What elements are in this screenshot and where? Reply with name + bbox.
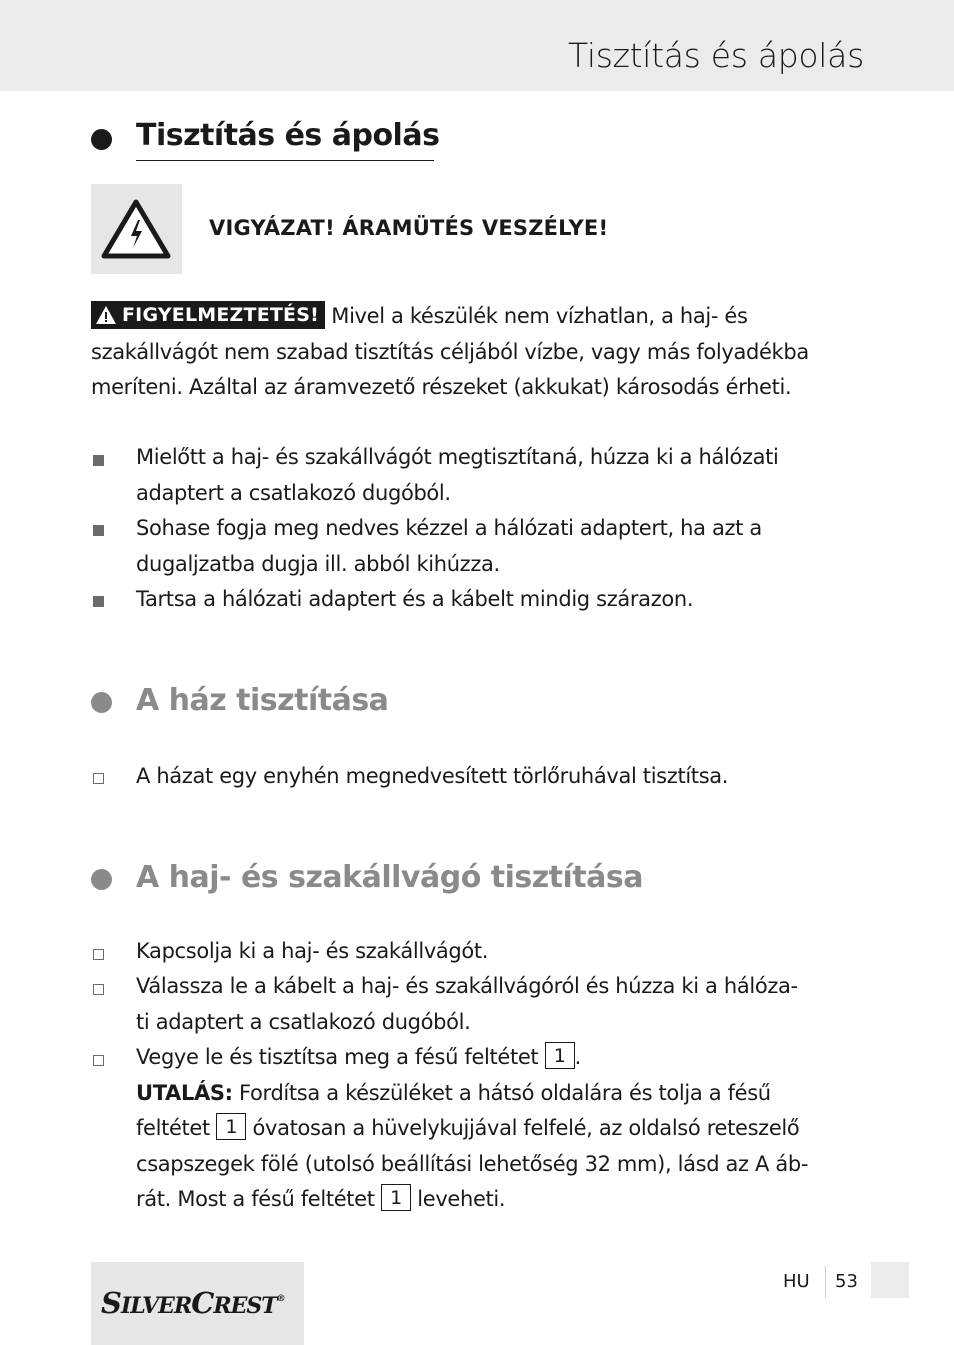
step-square (93, 773, 104, 784)
warning-line-2: szakállvágót nem szabad tisztítás céljából vízbe, vagy más folyadékba (91, 339, 809, 364)
footer-grey-box (871, 1262, 909, 1298)
heading-bullet (91, 869, 112, 890)
section-heading-cleaning: Tisztítás és ápolás (136, 118, 440, 153)
bullet-square (93, 596, 104, 607)
silvercrest-logo (101, 1286, 285, 1320)
note-label: UTALÁS: (136, 1080, 233, 1105)
heading-bullet (91, 129, 112, 150)
warning-line-3: meríteni. Azáltal az áramvezető részeket (akkukat) károsodás érheti. (91, 375, 792, 399)
logo-letter: C (191, 1286, 214, 1320)
logo-letter: S (101, 1286, 121, 1320)
section-heading-housing: A ház tisztítása (136, 683, 389, 718)
section-heading-trimmer: A haj- és szakállvágó tisztítása (136, 860, 643, 895)
bullet-square (93, 525, 104, 536)
electric-shock-icon (91, 184, 182, 274)
page-header-title: Tisztítás és ápolás (567, 36, 864, 75)
trimmer-step-2 (136, 969, 798, 1040)
step-square (93, 984, 104, 995)
trimmer-step-2-line-2: ti adaptert a csatlakozó dugóból. (136, 1009, 471, 1034)
warning-paragraph (91, 299, 809, 406)
safety-bullet-2 (136, 511, 762, 582)
trimmer-step-3: Vegye le és tisztítsa meg a fésű feltétet 1 . UTALÁS: Fordítsa a készüléket a hátsó oldalára és tolja a fésű feltétet 1 óvatosan a hüvelykujjával felfelé, az oldalsó reteszelő csapszegek fölé (utolsó beállítási lehetőség 32 mm), lásd az A áb- rát. Most a fésű feltétet 1 leveheti. (136, 1040, 808, 1218)
safety-bullet-3 (136, 582, 693, 618)
logo-letters: REST (213, 1293, 277, 1319)
note-line-3: csapszegek fölé (utolsó beállítási lehetőség 32 mm), lásd az A áb- (136, 1151, 809, 1176)
part-ref-1: 1 (381, 1184, 411, 1211)
safety-bullet-1 (136, 440, 779, 511)
registered-mark: ® (276, 1294, 285, 1304)
safety-bullet-1-line-1: Mielőtt a haj- és szakállvágót megtisztítaná, húzza ki a hálózati (136, 445, 779, 469)
trimmer-step-1: Kapcsolja ki a haj- és szakállvágót. (136, 939, 489, 963)
heading-bullet (91, 692, 112, 713)
safety-bullet-1-line-2: adaptert a csatlakozó dugóból. (136, 480, 451, 505)
warning-badge (91, 301, 325, 329)
warning-label: FIGYELMEZTETÉS! (122, 304, 319, 326)
part-ref-1: 1 (216, 1113, 246, 1140)
logo-letters: ILVER (120, 1293, 192, 1319)
footer-divider (825, 1266, 826, 1298)
bullet-square (93, 455, 104, 466)
housing-step-1: A házat egy enyhén megnedvesített törlőruhával tisztítsa. (136, 764, 729, 788)
safety-bullet-2-line-1: Sohase fogja meg nedves kézzel a hálózati adaptert, ha azt a (136, 516, 762, 540)
page-number: 53 (835, 1271, 858, 1292)
trimmer-step-3-text: Vegye le és tisztítsa meg a fésű feltétet (136, 1045, 539, 1069)
warning-triangle-icon (95, 305, 117, 325)
note-line-2a: feltétet (136, 1116, 210, 1140)
safety-bullet-2-line-2: dugaljzatba dugja ill. abból kihúzza. (136, 551, 500, 576)
note-line-1: Fordítsa a készüléket a hátsó oldalára és tolja a fésű (239, 1080, 771, 1105)
trimmer-step-2-line-1: Válassza le a kábelt a haj- és szakállvágóról és húzza ki a hálóza- (136, 974, 798, 998)
language-code: HU (783, 1271, 810, 1292)
heading-underline (136, 160, 434, 161)
note-line-4b: leveheti. (417, 1187, 506, 1211)
caution-heading: VIGYÁZAT! ÁRAMÜTÉS VESZÉLYE! (209, 216, 609, 240)
part-ref-1: 1 (545, 1042, 575, 1069)
step-square (93, 949, 104, 960)
note-line-2b: óvatosan a hüvelykujjával felfelé, az oldalsó reteszelő (252, 1116, 800, 1140)
electric-shock-warning-box (91, 184, 182, 274)
warning-line-1: Mivel a készülék nem vízhatlan, a haj- és (331, 304, 748, 328)
note-line-4a: rát. Most a fésű feltétet (136, 1187, 375, 1211)
step-square (93, 1055, 104, 1066)
safety-bullet-3-line-1: Tartsa a hálózati adaptert és a kábelt mindig szárazon. (136, 587, 694, 611)
